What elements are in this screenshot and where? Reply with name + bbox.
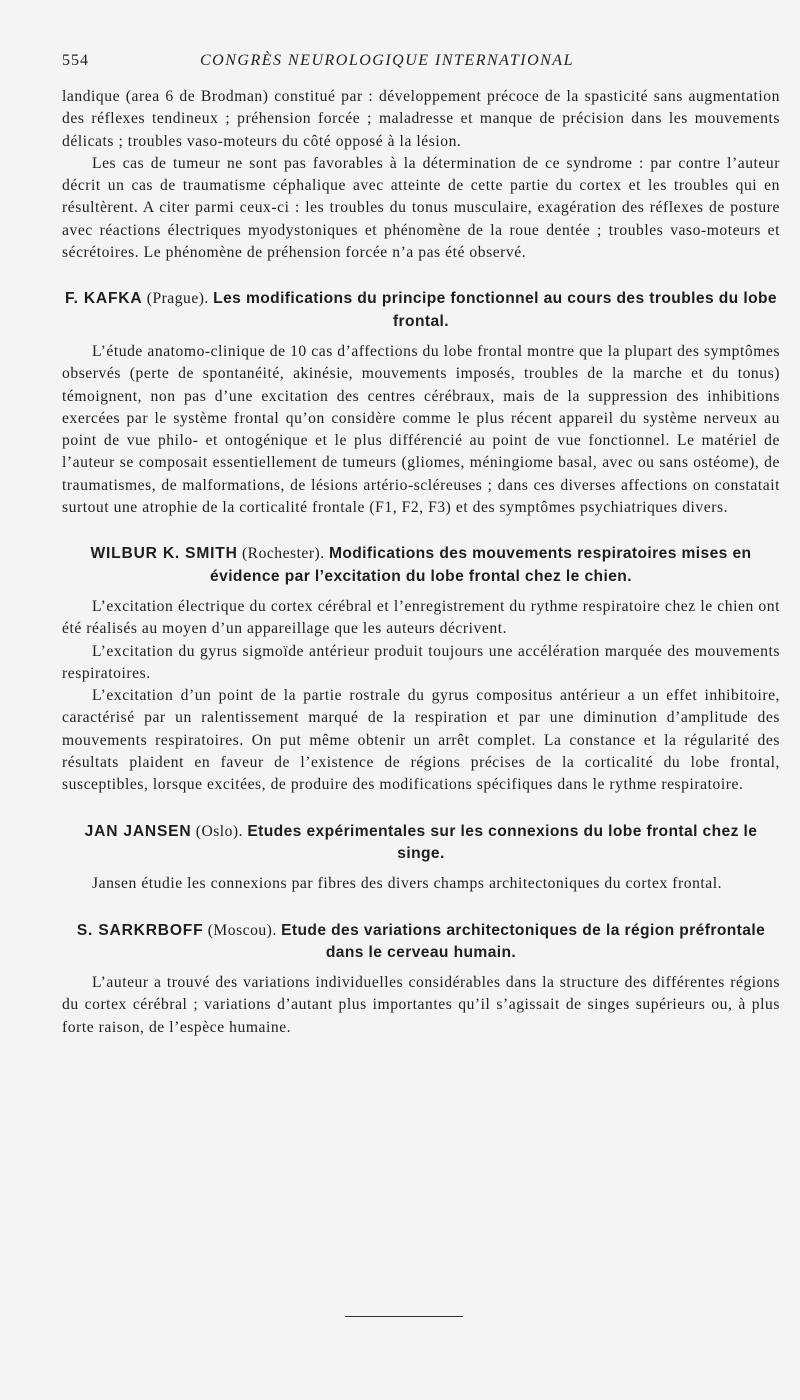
abstract-paragraph: Jansen étudie les connexions par fibres des divers champs architectoniques du cortex frontal. — [92, 875, 723, 893]
abstract-jansen — [62, 821, 780, 896]
abstract-title: Les modifications du principe fonctionnel au cours des troubles du lobe frontal. — [213, 290, 777, 330]
intro-paragraph: landique (area 6 de Brodman) constitué par : développement précoce de la spasticité sans augmentation des réflexes tendineux ; préhension forcée ; maladresse et manque de précision dans les mouvements délicats ; troubles vaso-moteurs du côté opposé à la lésion. — [62, 88, 780, 150]
abstract-paragraph: L’étude anatomo-clinique de 10 cas d’affections du lobe frontal montre que la plupart des symptômes observés (perte de spontanéité, akinésie, mouvements imposés, troubles de la marche et du tonus) témoignent, non pas d’une excitation des centres cérébraux, mais de la suppression des inhibitions exercées par le système frontal qu’on considère comme le plus récent appareil du système nerveux au point de vue philo- et ontogénique et le plus différencié au point de vue fonctionnel. Le matériel de l’auteur se composait essentiellement de tumeurs (gliomes, méningiome basal, avec ou sans ostéome), de traumatismes, de malformations, de lésions artério-scléreuses ; dans ces diverses affections on constatait surtout une atrophie de la corticalité frontale (F1, F2, F3) et des symptômes psychiatriques divers. — [62, 342, 780, 517]
author-city: (Moscou). — [207, 921, 277, 939]
author-city: (Prague). — [146, 290, 209, 308]
abstract-smith — [62, 543, 780, 796]
intro-section — [62, 86, 780, 264]
abstract-paragraph: L’excitation d’un point de la partie rostrale du gyrus compositus antérieur a un effet inhibitoire, caractérisé par un ralentissement marqué de la respiration et par une diminution d’amplitude des mouvements respiratoires. On put même obtenir un arrêt complet. La constance et la régularité des résultats plaident en faveur de l’existence de régions précises de la corticalité du lobe frontal, susceptibles, lorsque excitées, de produire des modifications spécifiques dans le rythme respiratoire. — [62, 687, 780, 794]
author-name: WILBUR K. SMITH — [90, 545, 238, 563]
abstract-heading — [62, 288, 780, 333]
abstract-title: Etude des variations architectoniques de la région préfrontale dans le cerveau humain. — [281, 921, 766, 961]
running-head — [62, 52, 780, 86]
author-name: F. KAFKA — [65, 290, 143, 308]
author-city: (Rochester). — [241, 545, 325, 563]
abstract-heading — [62, 543, 780, 588]
author-name: S. SARKRBOFF — [76, 921, 204, 939]
abstract-kafka — [62, 288, 780, 519]
running-title: CONGRÈS NEUROLOGIQUE INTERNATIONAL — [200, 52, 574, 69]
closing-rule — [345, 1316, 463, 1317]
author-city: (Oslo). — [195, 822, 244, 840]
abstract-title: Etudes expérimentales sur les connexions du lobe frontal chez le singe. — [247, 822, 758, 862]
intro-paragraph: Les cas de tumeur ne sont pas favorables à la détermination de ce syndrome : par contre l’auteur décrit un cas de traumatisme céphalique avec atteinte de cette partie du cortex et les troubles qui en résultèrent. A citer parmi ceux-ci : les troubles du tonus musculaire, exagération des réflexes de posture avec réactions électriques myodystoniques et phénomène de la roue dentée ; troubles vaso-moteurs et sécrétoires. Le phénomène de préhension forcée n’a pas été observé. — [62, 154, 780, 262]
abstract-paragraph: L’excitation électrique du cortex cérébral et l’enregistrement du rythme respiratoire chez le chien ont été réalisés au moyen d’un appareillage que les auteurs décrivent. — [62, 597, 780, 638]
page — [62, 52, 780, 1039]
abstract-sarkrboff — [62, 920, 780, 1039]
abstract-paragraph: L’auteur a trouvé des variations individuelles considérables dans la structure des différentes régions du cortex cérébral ; variations d’autant plus importantes qu’il s’agissait de singes supérieurs ou, à plus forte raison, de l’espèce humaine. — [62, 974, 780, 1036]
author-name: JAN JANSEN — [84, 822, 192, 840]
abstract-heading — [62, 920, 780, 965]
abstract-paragraph: L’excitation du gyrus sigmoïde antérieur produit toujours une accélération marquée des mouvements respiratoires. — [62, 642, 780, 682]
page-number: 554 — [62, 52, 89, 69]
abstract-title: Modifications des mouvements respiratoires mises en évidence par l’excitation du lobe frontal chez le chien. — [210, 545, 752, 585]
abstract-heading — [62, 821, 780, 866]
